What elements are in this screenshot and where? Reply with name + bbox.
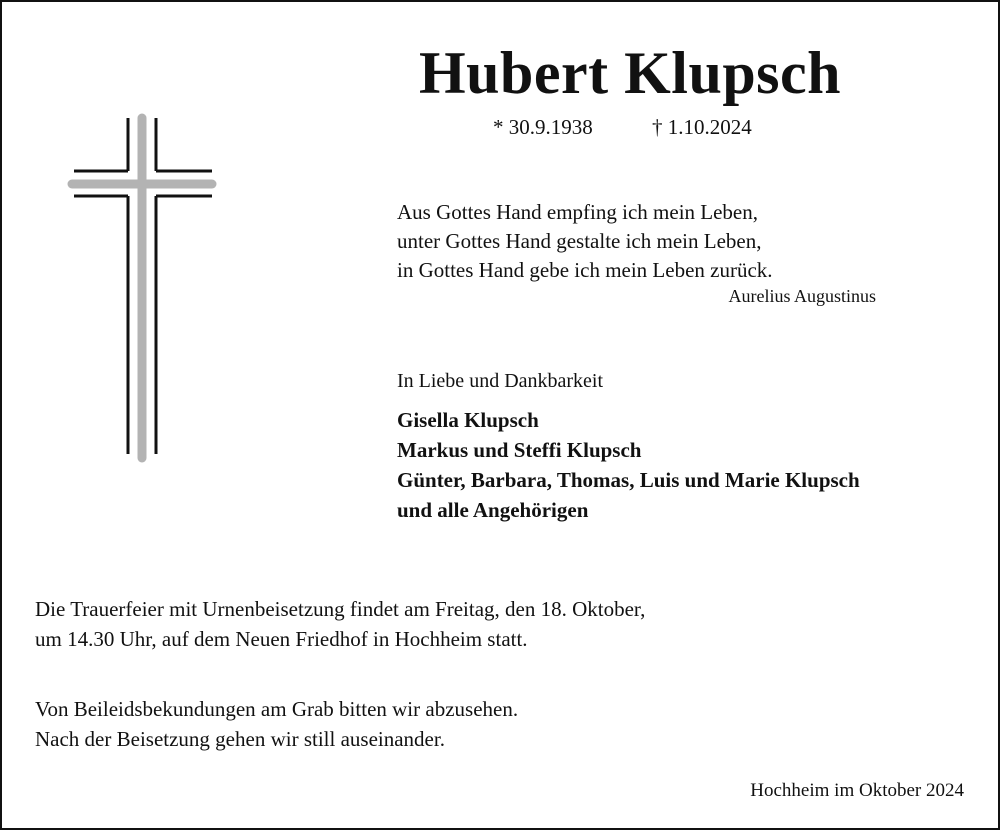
- service-announcement: [35, 594, 645, 654]
- requests: [35, 694, 518, 754]
- mourner-name: Markus und Steffi Klupsch: [397, 438, 642, 462]
- deceased-name: Hubert Klupsch: [418, 40, 842, 106]
- quote-line: unter Gottes Hand gestalte ich mein Leben,: [397, 229, 762, 253]
- mourner-name: Gisella Klupsch: [397, 408, 539, 432]
- mourner-name: und alle Angehörigen: [397, 498, 589, 522]
- death-date: † 1.10.2024: [652, 115, 752, 139]
- service-line: um 14.30 Uhr, auf dem Neuen Friedhof in Hochheim statt.: [35, 627, 528, 651]
- birth-date: * 30.9.1938: [493, 115, 593, 139]
- quote-line: in Gottes Hand gebe ich mein Leben zurück.: [397, 258, 773, 282]
- quote-author: Aurelius Augustinus: [728, 286, 876, 306]
- cross-icon: [66, 112, 218, 464]
- quote: [397, 198, 773, 285]
- quote-line: Aus Gottes Hand empfing ich mein Leben,: [397, 200, 758, 224]
- mourners-list: [397, 405, 860, 525]
- place-date: Hochheim im Oktober 2024: [750, 780, 964, 801]
- request-line: Von Beileidsbekundungen am Grab bitten wir abzusehen.: [35, 697, 519, 721]
- service-line: Die Trauerfeier mit Urnenbeisetzung findet am Freitag, den 18. Oktober,: [35, 597, 646, 621]
- mourner-name: Günter, Barbara, Thomas, Luis und Marie Klupsch: [397, 468, 860, 492]
- mourners-intro: In Liebe und Dankbarkeit: [397, 370, 604, 392]
- request-line: Nach der Beisetzung gehen wir still auseinander.: [35, 727, 445, 751]
